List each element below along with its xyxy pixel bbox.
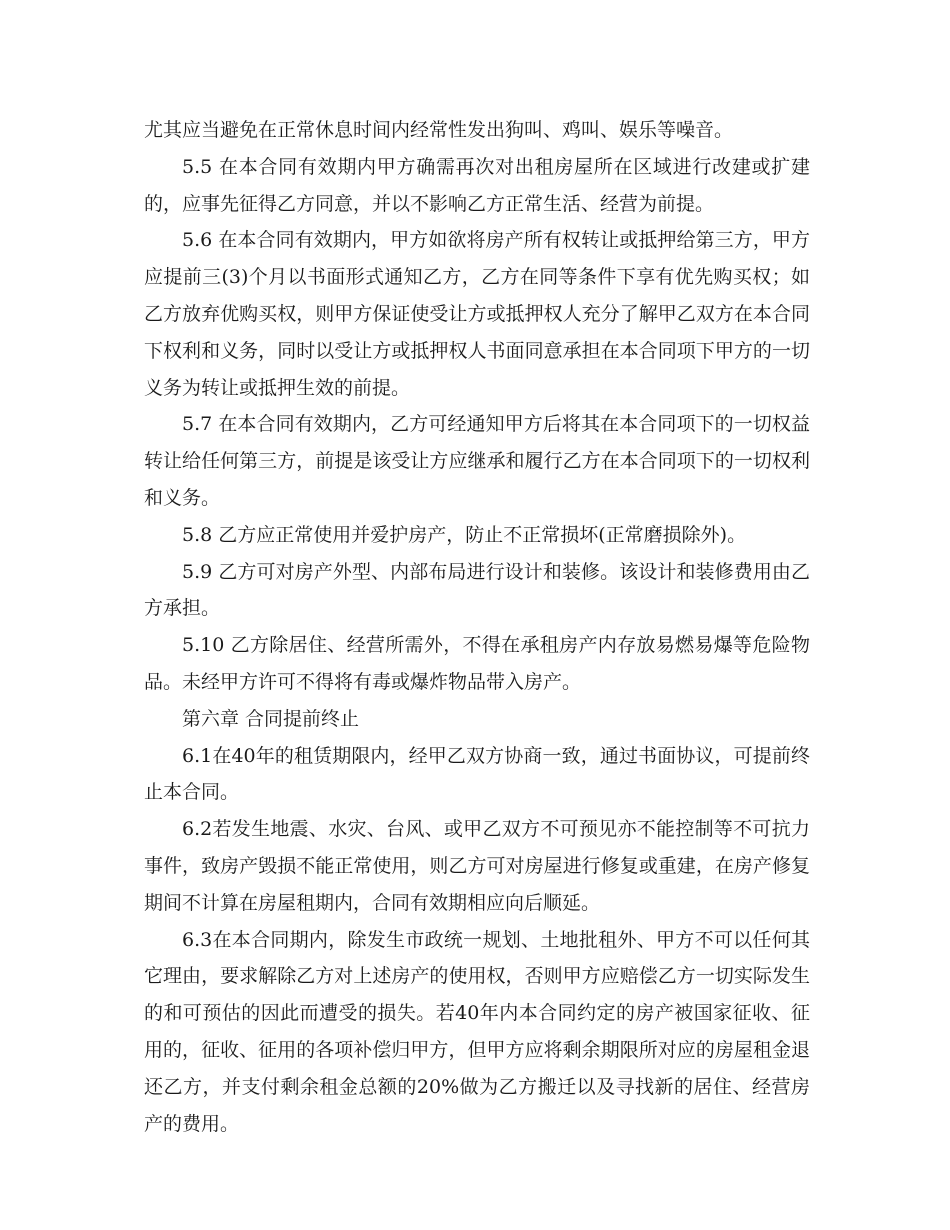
paragraph-continuation: 尤其应当避免在正常休息时间内经常性发出狗叫、鸡叫、娱乐等噪音。 [144, 119, 734, 141]
clause-6-1: 6.1在40年的租赁期限内，经甲乙双方协商一致，通过书面协议，可提前终止本合同。 [144, 744, 810, 804]
chapter-heading: 第六章 合同提前终止 [182, 707, 360, 730]
clause-5-5: 5.5 在本合同有效期内甲方确需再次对出租房屋所在区域进行改建或扩建的，应事先征得乙方同意，并以不影响乙方正常生活、经营为前提。 [144, 155, 810, 215]
document-body [144, 112, 810, 1142]
clause-5-8: 5.8 乙方应正常使用并爱护房产，防止不正常损坏(正常磨损除外)。 [182, 523, 747, 546]
clause-6-3: 6.3在本合同期内，除发生市政统一规划、土地批租外、甲方不可以任何其它理由，要求解除乙方对上述房产的使用权，否则甲方应赔偿乙方一切实际发生的和可预估的因此而遭受的损失。若40年内本合同约定的房产被国家征收、征用的，征收、征用的各项补偿归甲方，但甲方应将剩余期限所对应的房屋租金退还乙方，并支付剩余租金总额的20%做为乙方搬迁以及寻找新的居住、经营房产的费用。 [144, 928, 810, 1135]
clause-5-6: 5.6 在本合同有效期内，甲方如欲将房产所有权转让或抵押给第三方，甲方应提前三(3)个月以书面形式通知乙方，乙方在同等条件下享有优先购买权；如乙方放弃优购买权，则甲方保证使受让方或抵押权人充分了解甲乙双方在本合同下权利和义务，同时以受让方或抵押权人书面同意承担在本合同项下甲方的一切义务为转让或抵押生效的前提。 [144, 229, 810, 399]
clause-5-9: 5.9 乙方可对房产外型、内部布局进行设计和装修。该设计和装修费用由乙方承担。 [144, 560, 810, 620]
clause-6-2: 6.2若发生地震、水灾、台风、或甲乙双方不可预见亦不能控制等不可抗力事件，致房产毁损不能正常使用，则乙方可对房屋进行修复或重建，在房产修复期间不计算在房屋租期内，合同有效期相应向后顺延。 [144, 818, 810, 914]
clause-5-10: 5.10 乙方除居住、经营所需外，不得在承租房产内存放易燃易爆等危险物品。未经甲方许可不得将有毒或爆炸物品带入房产。 [144, 634, 810, 693]
clause-5-7: 5.7 在本合同有效期内，乙方可经通知甲方后将其在本合同项下的一切权益转让给任何第三方，前提是该受让方应继承和履行乙方在本合同项下的一切权利和义务。 [144, 413, 810, 509]
